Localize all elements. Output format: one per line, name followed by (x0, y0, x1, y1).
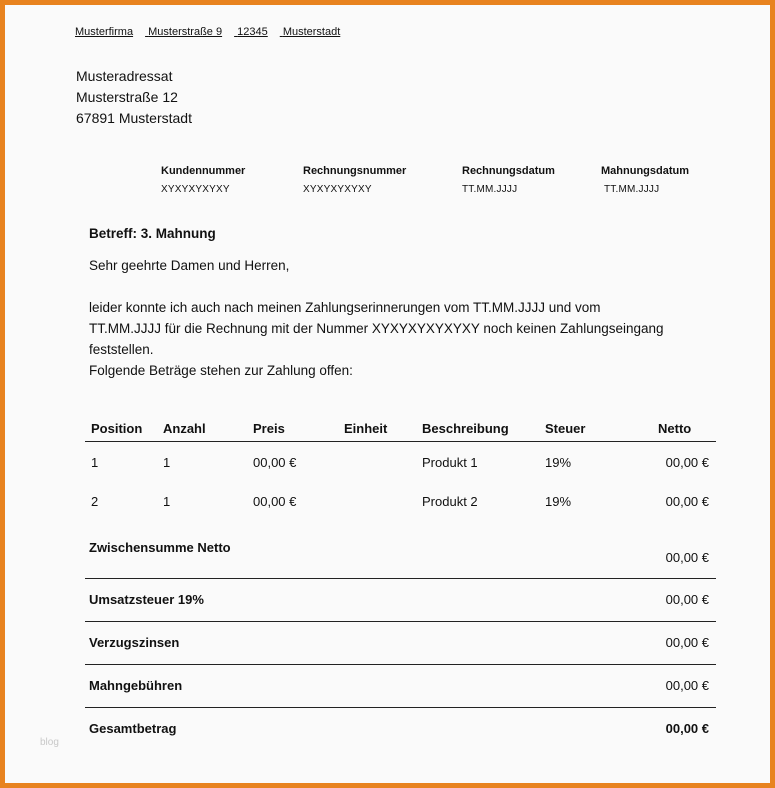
row-1-netto: 00,00 € (665, 455, 709, 470)
summary-value-total: 00,00 € (665, 721, 709, 736)
reminder-date-value: TT.MM.JJJJ (604, 184, 660, 195)
sender-street: Musterstraße 9 (148, 26, 223, 38)
table-header-rule (85, 441, 716, 442)
customer-number-label: Kundennummer (161, 165, 246, 177)
paragraph-line-3: feststellen. (89, 342, 154, 357)
col-header-einheit: Einheit (344, 421, 388, 436)
row-2-anzahl: 1 (163, 494, 171, 509)
recipient-name: Musteradressat (76, 68, 173, 84)
row-1-position: 1 (91, 455, 99, 470)
summary-rule-4 (85, 707, 716, 708)
summary-label-fees: Mahngebühren (89, 678, 183, 693)
row-2-position: 2 (91, 494, 99, 509)
sender-zip: 12345 (237, 26, 268, 38)
sender-city: Musterstadt (282, 26, 341, 38)
summary-label-subtotal: Zwischensumme Netto (89, 540, 231, 555)
row-2-beschreibung: Produkt 2 (422, 494, 478, 509)
row-2-preis: 00,00 € (253, 494, 297, 509)
recipient-street: Musterstraße 12 (76, 89, 178, 105)
row-2-steuer: 19% (545, 494, 572, 509)
summary-label-interest: Verzugszinsen (89, 635, 180, 650)
summary-rule-1 (85, 578, 716, 579)
summary-value-vat: 00,00 € (665, 592, 709, 607)
col-header-anzahl: Anzahl (163, 421, 206, 436)
customer-number-value: XYXYXYXYXY (161, 184, 230, 195)
col-header-beschreibung: Beschreibung (422, 421, 509, 436)
row-1-beschreibung: Produkt 1 (422, 455, 478, 470)
sender-line (75, 26, 352, 38)
salutation: Sehr geehrte Damen und Herren, (89, 258, 290, 273)
recipient-city: 67891 Musterstadt (76, 110, 192, 126)
subject-line: Betreff: 3. Mahnung (89, 226, 216, 241)
row-1-steuer: 19% (545, 455, 572, 470)
summary-rule-3 (85, 664, 716, 665)
invoice-number-value: XYXYXYXYXY (303, 184, 372, 195)
col-header-preis: Preis (253, 421, 285, 436)
invoice-number-label: Rechnungsnummer (303, 165, 407, 177)
paragraph-line-2: TT.MM.JJJJ für die Rechnung mit der Nummer XYXYXYXYXYXY noch keinen Zahlungseingang (89, 321, 664, 336)
summary-label-vat: Umsatzsteuer 19% (89, 592, 204, 607)
sender-company: Musterfirma (75, 26, 134, 38)
paragraph-line-4: Folgende Beträge stehen zur Zahlung offen: (89, 363, 353, 378)
col-header-position: Position (91, 421, 143, 436)
summary-label-total: Gesamtbetrag (89, 721, 177, 736)
invoice-date-label: Rechnungsdatum (462, 165, 555, 177)
summary-rule-2 (85, 621, 716, 622)
row-2-netto: 00,00 € (665, 494, 709, 509)
reminder-date-label: Mahnungsdatum (601, 165, 689, 177)
summary-value-interest: 00,00 € (665, 635, 709, 650)
row-1-anzahl: 1 (163, 455, 171, 470)
paragraph-line-1: leider konnte ich auch nach meinen Zahlungserinnerungen vom TT.MM.JJJJ und vom (89, 300, 601, 315)
watermark: blog (40, 737, 59, 748)
col-header-steuer: Steuer (545, 421, 586, 436)
col-header-netto: Netto (658, 421, 692, 436)
summary-value-subtotal: 00,00 € (665, 550, 709, 565)
summary-value-fees: 00,00 € (665, 678, 709, 693)
invoice-date-value: TT.MM.JJJJ (462, 184, 518, 195)
row-1-preis: 00,00 € (253, 455, 297, 470)
